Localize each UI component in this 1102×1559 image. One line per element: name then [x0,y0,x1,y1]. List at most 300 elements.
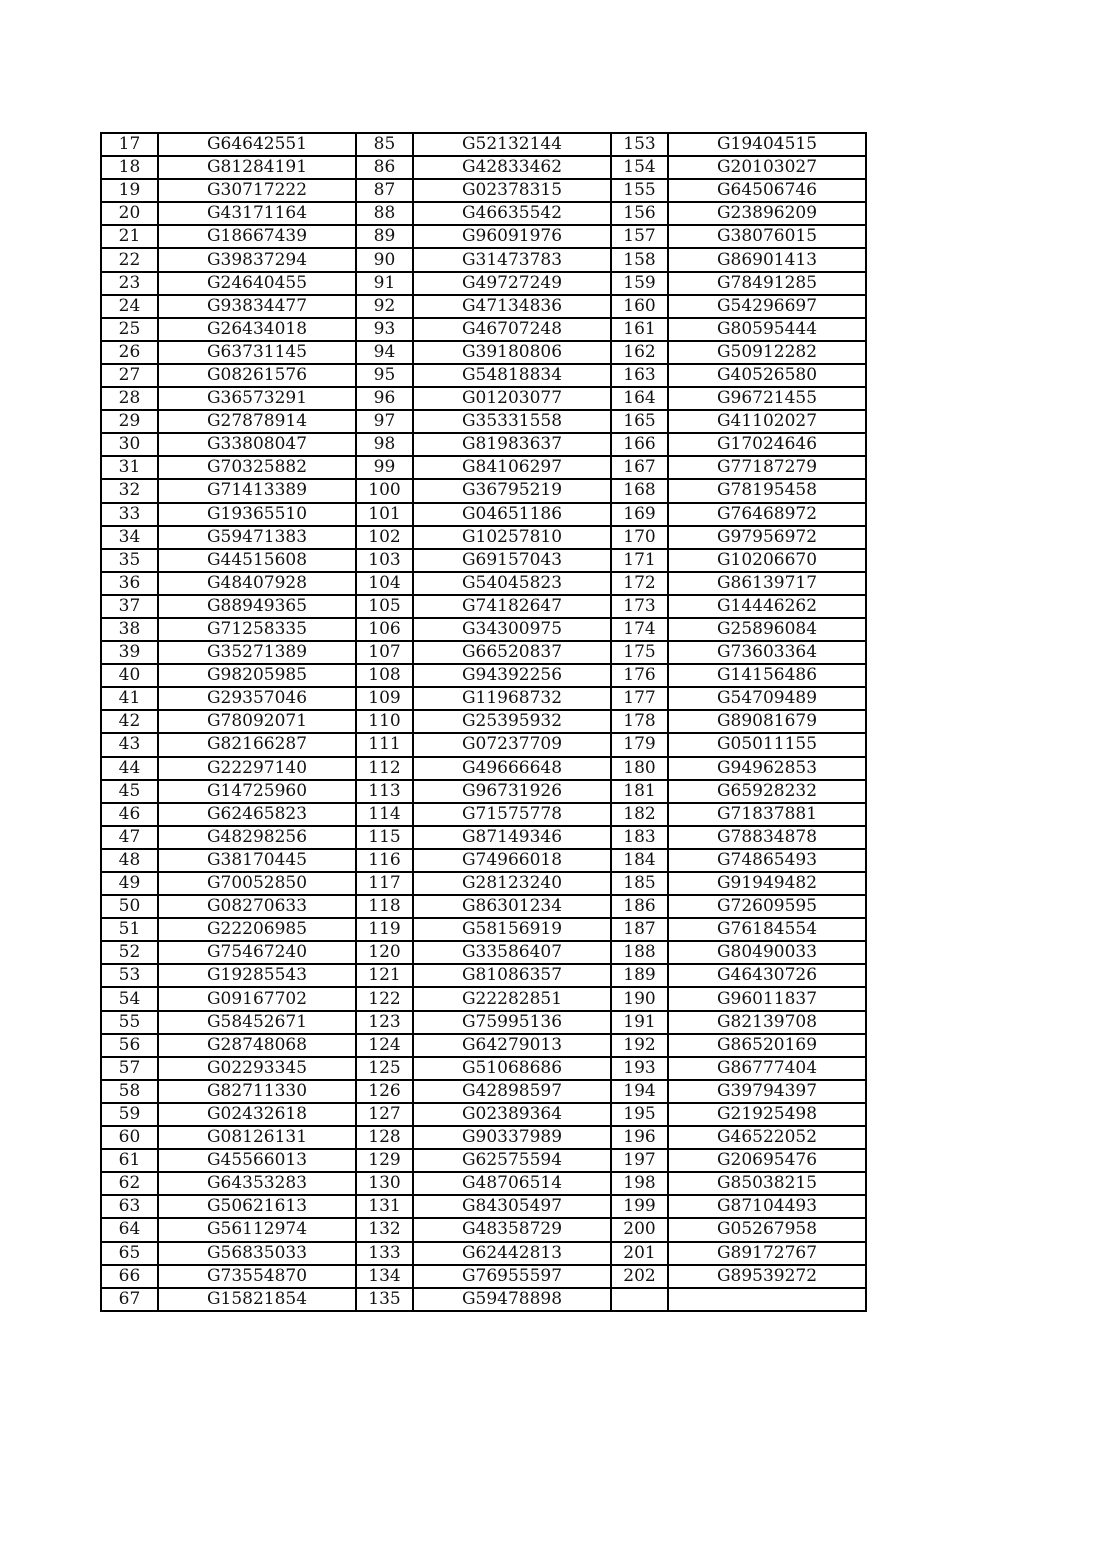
code-cell: G34300975 [413,618,611,641]
code-cell: G39180806 [413,341,611,364]
seq-cell: 48 [101,849,158,872]
code-cell: G98205985 [158,664,356,687]
code-cell: G87104493 [668,1195,866,1218]
code-cell: G14156486 [668,664,866,687]
seq-cell: 91 [356,272,413,295]
table-row [101,1172,866,1195]
code-cell: G64279013 [413,1034,611,1057]
code-cell: G22297140 [158,757,356,780]
code-cell: G96011837 [668,987,866,1010]
code-cell: G22206985 [158,918,356,941]
code-cell: G09167702 [158,987,356,1010]
table-row [101,826,866,849]
seq-cell: 124 [356,1034,413,1057]
code-cell: G69157043 [413,549,611,572]
seq-cell: 19 [101,179,158,202]
code-cell: G19365510 [158,503,356,526]
code-cell: G66520837 [413,641,611,664]
seq-cell: 202 [611,1265,668,1288]
table-row [101,964,866,987]
seq-cell: 61 [101,1149,158,1172]
code-cell: G62465823 [158,803,356,826]
seq-cell: 41 [101,687,158,710]
code-cell: G74966018 [413,849,611,872]
table-row [101,641,866,664]
code-cell: G58452671 [158,1011,356,1034]
seq-cell: 176 [611,664,668,687]
seq-cell: 154 [611,156,668,179]
code-cell: G54045823 [413,572,611,595]
code-cell: G39837294 [158,248,356,271]
seq-cell: 105 [356,595,413,618]
code-cell: G65928232 [668,780,866,803]
seq-cell: 65 [101,1242,158,1265]
code-cell: G20103027 [668,156,866,179]
seq-cell: 180 [611,757,668,780]
code-cell: G48358729 [413,1218,611,1241]
code-cell: G78195458 [668,479,866,502]
code-cell: G27878914 [158,410,356,433]
seq-cell: 170 [611,526,668,549]
table-row [101,941,866,964]
seq-cell: 86 [356,156,413,179]
table-row [101,780,866,803]
seq-cell: 115 [356,826,413,849]
code-cell: G97956972 [668,526,866,549]
code-cell: G08126131 [158,1126,356,1149]
seq-cell: 47 [101,826,158,849]
code-cell: G28123240 [413,872,611,895]
code-cell: G52132144 [413,133,611,156]
code-cell: G84106297 [413,456,611,479]
code-cell: G02389364 [413,1103,611,1126]
seq-cell: 192 [611,1034,668,1057]
seq-cell: 90 [356,248,413,271]
code-cell: G76468972 [668,503,866,526]
seq-cell: 36 [101,572,158,595]
seq-cell: 156 [611,202,668,225]
code-cell: G43171164 [158,202,356,225]
code-cell: G71413389 [158,479,356,502]
seq-cell [611,1288,668,1311]
code-cell: G93834477 [158,295,356,318]
table-row [101,433,866,456]
seq-cell: 117 [356,872,413,895]
seq-cell: 128 [356,1126,413,1149]
seq-cell: 52 [101,941,158,964]
seq-cell: 155 [611,179,668,202]
seq-cell: 100 [356,479,413,502]
code-cell: G36795219 [413,479,611,502]
seq-cell: 197 [611,1149,668,1172]
seq-cell: 201 [611,1242,668,1265]
seq-cell: 169 [611,503,668,526]
code-cell: G19404515 [668,133,866,156]
code-cell: G35271389 [158,641,356,664]
code-cell: G05011155 [668,733,866,756]
code-cell: G81086357 [413,964,611,987]
table-row [101,987,866,1010]
code-cell: G85038215 [668,1172,866,1195]
code-cell: G40526580 [668,364,866,387]
code-cell: G29357046 [158,687,356,710]
code-cell: G80490033 [668,941,866,964]
code-cell: G87149346 [413,826,611,849]
seq-cell: 186 [611,895,668,918]
seq-cell: 103 [356,549,413,572]
code-cell: G64353283 [158,1172,356,1195]
table-row [101,179,866,202]
code-cell: G42833462 [413,156,611,179]
table-row [101,849,866,872]
seq-cell: 193 [611,1057,668,1080]
table-row [101,733,866,756]
table-body [101,133,866,1311]
seq-cell: 29 [101,410,158,433]
seq-cell: 123 [356,1011,413,1034]
seq-cell: 190 [611,987,668,1010]
table-row [101,1195,866,1218]
code-cell: G54709489 [668,687,866,710]
seq-cell: 127 [356,1103,413,1126]
code-cell: G73554870 [158,1265,356,1288]
seq-cell: 172 [611,572,668,595]
code-cell: G59478898 [413,1288,611,1311]
seq-cell: 101 [356,503,413,526]
code-cell: G64642551 [158,133,356,156]
code-cell: G02432618 [158,1103,356,1126]
code-cell: G75995136 [413,1011,611,1034]
code-cell: G71575778 [413,803,611,826]
seq-cell: 66 [101,1265,158,1288]
code-cell: G82166287 [158,733,356,756]
code-cell: G10206670 [668,549,866,572]
code-cell: G78834878 [668,826,866,849]
code-cell: G38076015 [668,225,866,248]
code-cell: G46707248 [413,318,611,341]
table-row [101,503,866,526]
code-cell: G74865493 [668,849,866,872]
code-cell: G49727249 [413,272,611,295]
code-cell: G28748068 [158,1034,356,1057]
code-cell: G35331558 [413,410,611,433]
table-row [101,1057,866,1080]
table-row [101,1149,866,1172]
seq-cell: 50 [101,895,158,918]
seq-cell: 132 [356,1218,413,1241]
seq-cell: 32 [101,479,158,502]
seq-cell: 17 [101,133,158,156]
code-cell: G63731145 [158,341,356,364]
code-cell: G91949482 [668,872,866,895]
code-cell: G07237709 [413,733,611,756]
code-cell: G47134836 [413,295,611,318]
seq-cell: 162 [611,341,668,364]
seq-cell: 183 [611,826,668,849]
seq-cell: 168 [611,479,668,502]
code-cell: G23896209 [668,202,866,225]
seq-cell: 194 [611,1080,668,1103]
code-cell: G73603364 [668,641,866,664]
table-row [101,757,866,780]
code-cell: G82711330 [158,1080,356,1103]
seq-cell: 33 [101,503,158,526]
seq-cell: 57 [101,1057,158,1080]
seq-cell: 20 [101,202,158,225]
table-row [101,456,866,479]
seq-cell: 200 [611,1218,668,1241]
code-cell: G45566013 [158,1149,356,1172]
table-row [101,1103,866,1126]
code-cell: G18667439 [158,225,356,248]
code-cell: G78491285 [668,272,866,295]
code-cell: G94392256 [413,664,611,687]
seq-cell: 166 [611,433,668,456]
code-cell: G96091976 [413,225,611,248]
seq-cell: 27 [101,364,158,387]
seq-cell: 157 [611,225,668,248]
seq-cell: 181 [611,780,668,803]
table-row [101,549,866,572]
table-row [101,1265,866,1288]
seq-cell: 26 [101,341,158,364]
code-cell: G84305497 [413,1195,611,1218]
seq-cell: 125 [356,1057,413,1080]
seq-cell: 113 [356,780,413,803]
seq-cell: 96 [356,387,413,410]
seq-cell: 126 [356,1080,413,1103]
code-cell: G11968732 [413,687,611,710]
seq-cell: 55 [101,1011,158,1034]
code-cell: G01203077 [413,387,611,410]
seq-cell: 37 [101,595,158,618]
seq-cell: 131 [356,1195,413,1218]
code-cell: G70052850 [158,872,356,895]
seq-cell: 187 [611,918,668,941]
code-cell: G04651186 [413,503,611,526]
seq-cell: 120 [356,941,413,964]
seq-cell: 53 [101,964,158,987]
seq-cell: 159 [611,272,668,295]
seq-cell: 59 [101,1103,158,1126]
seq-cell: 35 [101,549,158,572]
seq-cell: 153 [611,133,668,156]
seq-cell: 133 [356,1242,413,1265]
table-row [101,803,866,826]
table-row [101,225,866,248]
table-row [101,1126,866,1149]
table-row [101,664,866,687]
seq-cell: 92 [356,295,413,318]
seq-cell: 56 [101,1034,158,1057]
code-cell: G41102027 [668,410,866,433]
code-cell: G54296697 [668,295,866,318]
code-cell: G14446262 [668,595,866,618]
table-row [101,1242,866,1265]
seq-cell: 64 [101,1218,158,1241]
table-row [101,1034,866,1057]
code-cell: G10257810 [413,526,611,549]
seq-cell: 122 [356,987,413,1010]
code-cell: G78092071 [158,710,356,733]
code-cell: G48706514 [413,1172,611,1195]
seq-cell: 34 [101,526,158,549]
code-cell: G49666648 [413,757,611,780]
table-row [101,687,866,710]
seq-cell: 43 [101,733,158,756]
seq-cell: 45 [101,780,158,803]
code-cell: G89172767 [668,1242,866,1265]
table-row [101,341,866,364]
code-cell: G89081679 [668,710,866,733]
seq-cell: 104 [356,572,413,595]
code-cell: G62575594 [413,1149,611,1172]
table-row [101,1288,866,1311]
data-table [100,132,867,1312]
code-cell: G08270633 [158,895,356,918]
seq-cell: 134 [356,1265,413,1288]
seq-cell: 85 [356,133,413,156]
code-cell: G15821854 [158,1288,356,1311]
code-cell: G75467240 [158,941,356,964]
table-row [101,295,866,318]
code-cell: G22282851 [413,987,611,1010]
code-cell: G46635542 [413,202,611,225]
code-cell: G54818834 [413,364,611,387]
code-cell: G42898597 [413,1080,611,1103]
code-cell: G89539272 [668,1265,866,1288]
seq-cell: 46 [101,803,158,826]
code-cell: G72609595 [668,895,866,918]
seq-cell: 111 [356,733,413,756]
seq-cell: 173 [611,595,668,618]
seq-cell: 107 [356,641,413,664]
code-cell: G86901413 [668,248,866,271]
code-cell: G80595444 [668,318,866,341]
code-cell [668,1288,866,1311]
code-cell: G56112974 [158,1218,356,1241]
seq-cell: 119 [356,918,413,941]
seq-cell: 54 [101,987,158,1010]
code-cell: G94962853 [668,757,866,780]
code-cell: G64506746 [668,179,866,202]
code-cell: G24640455 [158,272,356,295]
seq-cell: 87 [356,179,413,202]
code-cell: G51068686 [413,1057,611,1080]
seq-cell: 95 [356,364,413,387]
seq-cell: 179 [611,733,668,756]
table-row [101,1218,866,1241]
seq-cell: 160 [611,295,668,318]
seq-cell: 21 [101,225,158,248]
code-cell: G20695476 [668,1149,866,1172]
code-cell: G25395932 [413,710,611,733]
code-cell: G31473783 [413,248,611,271]
code-cell: G08261576 [158,364,356,387]
seq-cell: 49 [101,872,158,895]
seq-cell: 177 [611,687,668,710]
code-cell: G39794397 [668,1080,866,1103]
seq-cell: 40 [101,664,158,687]
code-cell: G46522052 [668,1126,866,1149]
seq-cell: 158 [611,248,668,271]
seq-cell: 89 [356,225,413,248]
seq-cell: 39 [101,641,158,664]
seq-cell: 62 [101,1172,158,1195]
table-row [101,872,866,895]
code-cell: G25896084 [668,618,866,641]
code-cell: G02293345 [158,1057,356,1080]
seq-cell: 195 [611,1103,668,1126]
code-cell: G96721455 [668,387,866,410]
code-cell: G86301234 [413,895,611,918]
seq-cell: 167 [611,456,668,479]
code-cell: G48407928 [158,572,356,595]
table-row [101,895,866,918]
code-cell: G30717222 [158,179,356,202]
code-cell: G14725960 [158,780,356,803]
code-cell: G77187279 [668,456,866,479]
code-cell: G86520169 [668,1034,866,1057]
seq-cell: 185 [611,872,668,895]
table-row [101,318,866,341]
code-cell: G46430726 [668,964,866,987]
seq-cell: 42 [101,710,158,733]
seq-cell: 191 [611,1011,668,1034]
table-row [101,410,866,433]
code-cell: G62442813 [413,1242,611,1265]
seq-cell: 161 [611,318,668,341]
seq-cell: 18 [101,156,158,179]
code-cell: G90337989 [413,1126,611,1149]
seq-cell: 112 [356,757,413,780]
seq-cell: 28 [101,387,158,410]
code-cell: G71837881 [668,803,866,826]
code-cell: G86139717 [668,572,866,595]
code-cell: G58156919 [413,918,611,941]
seq-cell: 164 [611,387,668,410]
seq-cell: 165 [611,410,668,433]
table-row [101,618,866,641]
code-cell: G56835033 [158,1242,356,1265]
seq-cell: 44 [101,757,158,780]
seq-cell: 114 [356,803,413,826]
code-cell: G82139708 [668,1011,866,1034]
seq-cell: 22 [101,248,158,271]
seq-cell: 199 [611,1195,668,1218]
seq-cell: 121 [356,964,413,987]
table-row [101,272,866,295]
seq-cell: 60 [101,1126,158,1149]
table-row [101,572,866,595]
code-cell: G50621613 [158,1195,356,1218]
seq-cell: 118 [356,895,413,918]
seq-cell: 108 [356,664,413,687]
code-cell: G19285543 [158,964,356,987]
code-cell: G02378315 [413,179,611,202]
seq-cell: 30 [101,433,158,456]
seq-cell: 88 [356,202,413,225]
seq-cell: 130 [356,1172,413,1195]
table-row [101,156,866,179]
table-row [101,248,866,271]
code-cell: G21925498 [668,1103,866,1126]
seq-cell: 109 [356,687,413,710]
seq-cell: 188 [611,941,668,964]
code-cell: G44515608 [158,549,356,572]
seq-cell: 38 [101,618,158,641]
seq-cell: 102 [356,526,413,549]
